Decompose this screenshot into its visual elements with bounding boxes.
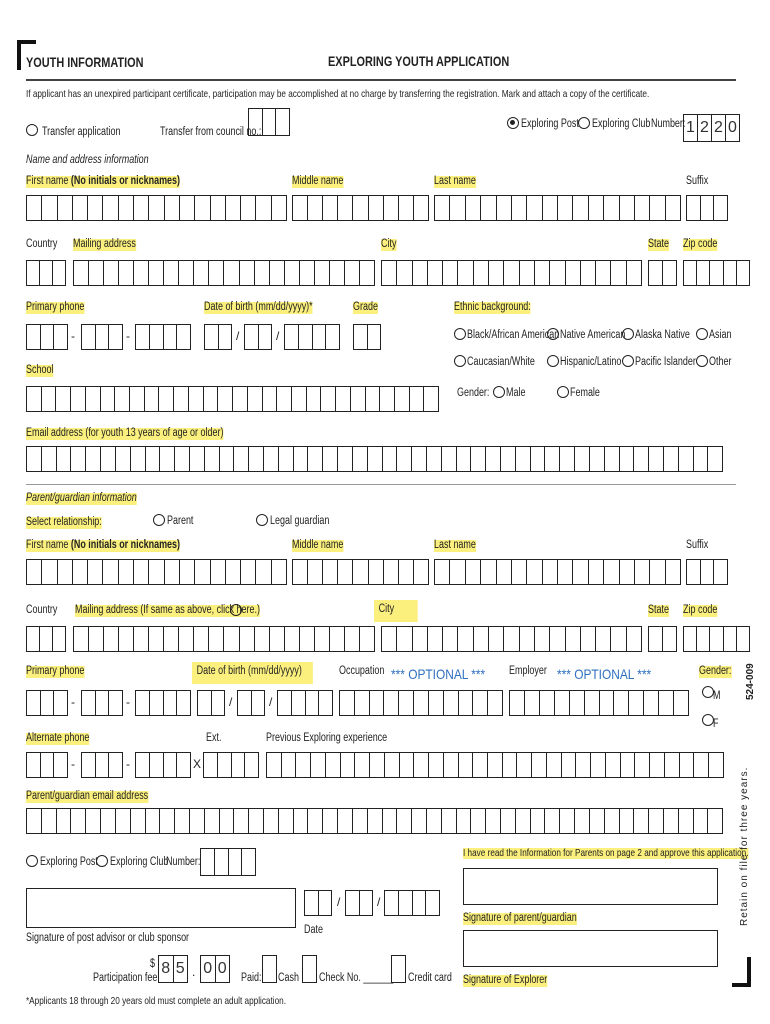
parent-city-field[interactable]	[381, 626, 642, 652]
transfer-from-council-label: Transfer from council no.:	[160, 126, 262, 138]
phone-prefix-field[interactable]	[81, 324, 123, 350]
parent-country-label: Country	[26, 604, 58, 616]
ethnic-hispanic-radio[interactable]	[547, 355, 559, 367]
number-label: Number:	[651, 118, 686, 130]
school-label: School	[26, 364, 54, 376]
date-of-birth-label: Date of birth (mm/dd/yyyy)*	[204, 301, 313, 313]
parent-mailing-address-field[interactable]	[73, 626, 375, 652]
fee-decimal-point: .	[192, 965, 196, 979]
corner-mark-bottom-right-vertical	[747, 957, 751, 987]
ethnic-hispanic-label: Hispanic/Latino	[560, 356, 622, 368]
parent-phone-area-code-field[interactable]	[26, 690, 68, 716]
phone-line-field[interactable]	[135, 324, 191, 350]
grade-field[interactable]	[353, 324, 381, 350]
dob-year-field[interactable]	[284, 324, 340, 350]
mailing-address-field[interactable]	[73, 260, 375, 286]
ext-label: Ext.	[206, 732, 222, 744]
occupation-field[interactable]	[339, 690, 503, 716]
parent-first-name-field[interactable]	[26, 559, 287, 585]
corner-mark-top-left-vertical	[17, 40, 21, 70]
employer-label: Employer	[509, 665, 547, 677]
first-name-field[interactable]	[26, 195, 287, 221]
phone-dash: -	[71, 757, 75, 771]
gender-female-radio[interactable]	[557, 386, 569, 398]
alt-phone-line-field[interactable]	[135, 752, 191, 778]
zip-code-label: Zip code	[683, 238, 718, 250]
ext-x: X	[193, 757, 202, 771]
parent-dob-day-field[interactable]	[237, 690, 265, 716]
ext-field[interactable]	[203, 752, 259, 778]
gender-label: Gender:	[457, 387, 490, 399]
employer-optional-note: *** OPTIONAL ***	[557, 666, 652, 682]
ethnic-native-american-label: Native American	[560, 329, 626, 341]
date-slash: /	[377, 895, 381, 909]
parent-city-label: City	[374, 600, 418, 622]
employer-field[interactable]	[509, 690, 689, 716]
explorer-signature-label: Signature of Explorer	[463, 974, 548, 986]
parent-last-name-label: Last name	[434, 539, 476, 551]
name-address-section-label: Name and address information	[26, 154, 149, 166]
parent-signature-box[interactable]	[463, 868, 718, 905]
occupation-label: Occupation	[339, 665, 385, 677]
parent-last-name-field[interactable]	[434, 559, 681, 585]
phone-dash: -	[126, 757, 130, 771]
section-divider	[26, 484, 736, 485]
credit-card-checkbox[interactable]	[391, 955, 406, 983]
relationship-parent-radio[interactable]	[153, 514, 165, 526]
form-title: EXPLORING YOUTH APPLICATION	[328, 53, 510, 69]
middle-name-label: Middle name	[292, 175, 344, 187]
ethnic-other-radio[interactable]	[696, 355, 708, 367]
suffix-label: Suffix	[686, 175, 709, 187]
sign-date-month-field[interactable]	[304, 890, 332, 916]
ethnic-background-label: Ethnic background:	[454, 301, 531, 313]
date-label: Date	[304, 924, 323, 936]
parent-suffix-field[interactable]	[686, 559, 728, 585]
dob-slash: /	[236, 329, 240, 343]
bottom-exploring-club-label: Exploring Club	[110, 856, 169, 868]
parent-phone-prefix-field[interactable]	[81, 690, 123, 716]
adult-application-footnote: *Applicants 18 through 20 years old must complete an adult application.	[26, 995, 286, 1007]
bottom-unit-number-field[interactable]	[200, 848, 256, 876]
country-field[interactable]	[26, 260, 66, 286]
transfer-council-number-field[interactable]	[248, 108, 290, 136]
school-field[interactable]	[26, 386, 439, 412]
parent-section-label: Parent/guardian information	[26, 492, 137, 504]
dob-slash: /	[276, 329, 280, 343]
date-slash: /	[337, 895, 341, 909]
approval-statement: I have read the Information for Parents on page 2 and approve this application.	[463, 847, 749, 859]
ethnic-asian-label: Asian	[709, 329, 732, 341]
header-rule	[26, 79, 736, 81]
sign-date-day-field[interactable]	[345, 890, 373, 916]
ethnic-caucasian-label: Caucasian/White	[467, 356, 535, 368]
retention-note: Retain on file for three years.	[739, 766, 750, 926]
parent-zip-code-field[interactable]	[683, 626, 750, 652]
ethnic-black-label: Black/African American	[467, 329, 560, 341]
bottom-exploring-club-radio[interactable]	[96, 855, 108, 867]
zip-code-field[interactable]	[683, 260, 750, 286]
ethnic-caucasian-radio[interactable]	[454, 355, 466, 367]
parent-primary-phone-label: Primary phone	[26, 665, 85, 677]
check-checkbox[interactable]	[302, 955, 317, 983]
advisor-signature-box[interactable]	[26, 888, 296, 928]
dob-slash: /	[269, 695, 273, 709]
city-label: City	[381, 238, 397, 250]
parent-dob-label: Date of birth (mm/dd/yyyy)	[192, 662, 313, 684]
parent-mailing-address-label: Mailing address (If same as above, click here.)	[75, 604, 260, 616]
ethnic-alaska-native-radio[interactable]	[622, 328, 634, 340]
ethnic-pacific-islander-label: Pacific Islander	[635, 356, 696, 368]
parent-signature-label: Signature of parent/guardian	[463, 912, 577, 924]
parent-country-field[interactable]	[26, 626, 66, 652]
relationship-legal-guardian-label: Legal guardian	[270, 515, 330, 527]
country-label: Country	[26, 238, 58, 250]
alternate-phone-label: Alternate phone	[26, 732, 90, 744]
advisor-signature-label: Signature of post advisor or club sponsor	[26, 932, 190, 944]
relationship-legal-guardian-radio[interactable]	[256, 514, 268, 526]
first-name-label: First name (No initials or nicknames)	[26, 175, 181, 187]
suffix-field[interactable]	[686, 195, 728, 221]
phone-dash: -	[126, 329, 130, 343]
parent-zip-code-label: Zip code	[683, 604, 718, 616]
parent-gender-label: Gender:	[699, 665, 732, 677]
youth-email-label: Email address (for youth 13 years of age or older)	[26, 427, 224, 439]
cash-checkbox[interactable]	[262, 955, 277, 983]
fee-cents-field[interactable]: 0 0	[200, 955, 230, 983]
ethnic-asian-radio[interactable]	[696, 328, 708, 340]
primary-phone-label: Primary phone	[26, 301, 85, 313]
relationship-parent-label: Parent	[167, 515, 194, 527]
bottom-exploring-post-radio[interactable]	[26, 855, 38, 867]
city-field[interactable]	[381, 260, 642, 286]
parent-state-field[interactable]	[648, 626, 677, 652]
form-number: 524-009	[745, 663, 756, 700]
alt-phone-prefix-field[interactable]	[81, 752, 123, 778]
parent-gender-f-label: F	[713, 718, 719, 730]
unit-number-field[interactable]: 1 2 2 0	[683, 114, 740, 142]
dob-slash: /	[229, 695, 233, 709]
bottom-number-label: Number:	[166, 856, 201, 868]
exploring-club-radio[interactable]	[578, 117, 590, 129]
ethnic-alaska-native-label: Alaska Native	[635, 329, 690, 341]
state-label: State	[648, 238, 669, 250]
parent-dob-month-field[interactable]	[197, 690, 225, 716]
grade-label: Grade	[353, 301, 378, 313]
phone-dash: -	[71, 695, 75, 709]
parent-middle-name-label: Middle name	[292, 539, 344, 551]
alt-phone-area-code-field[interactable]	[26, 752, 68, 778]
parent-phone-line-field[interactable]	[135, 690, 191, 716]
phone-area-code-field[interactable]	[26, 324, 68, 350]
select-relationship-label: Select relationship:	[26, 516, 102, 528]
transfer-application-radio[interactable]	[26, 124, 38, 136]
parent-suffix-label: Suffix	[686, 539, 709, 551]
exploring-post-label: Exploring Post	[521, 118, 579, 130]
exploring-post-radio[interactable]	[507, 117, 519, 129]
gender-male-label: Male	[506, 387, 526, 399]
ethnic-native-american-radio[interactable]	[547, 328, 559, 340]
occupation-optional-note: *** OPTIONAL ***	[391, 666, 486, 682]
parent-middle-name-field[interactable]	[292, 559, 429, 585]
sign-date-year-field[interactable]	[384, 890, 440, 916]
dob-month-field[interactable]	[204, 324, 232, 350]
explorer-signature-box[interactable]	[463, 930, 718, 967]
parent-email-label: Parent/guardian email address	[26, 790, 149, 802]
phone-dash: -	[126, 695, 130, 709]
parent-gender-m-label: M	[713, 690, 721, 702]
previous-experience-label: Previous Exploring experience	[266, 732, 388, 744]
last-name-field[interactable]	[434, 195, 681, 221]
transfer-application-label: Transfer application	[42, 126, 121, 138]
parent-first-name-label: First name (No initials or nicknames)	[26, 539, 181, 551]
middle-name-field[interactable]	[292, 195, 429, 221]
parent-state-label: State	[648, 604, 669, 616]
participation-fee-label: Participation fee	[93, 972, 158, 984]
same-address-radio[interactable]	[230, 604, 242, 616]
fee-dollars-field[interactable]: 8 5	[158, 955, 188, 983]
parent-dob-year-field[interactable]	[277, 690, 333, 716]
phone-dash: -	[71, 329, 75, 343]
previous-experience-field[interactable]	[266, 752, 724, 778]
section-title-youth-information: YOUTH INFORMATION	[26, 54, 144, 70]
transfer-notice: If applicant has an unexpired participant certificate, participation may be accomplished at no charge by transferring the registration. Mark and attach a copy of the certificate.	[26, 88, 650, 100]
credit-card-label: Credit card	[408, 972, 452, 984]
last-name-label: Last name	[434, 175, 476, 187]
state-field[interactable]	[648, 260, 677, 286]
parent-email-field[interactable]	[26, 808, 723, 834]
dollar-sign: $	[150, 958, 155, 970]
mailing-address-label: Mailing address	[73, 238, 136, 250]
dob-day-field[interactable]	[244, 324, 272, 350]
cash-label: Cash	[278, 972, 299, 984]
paid-label: Paid:	[241, 972, 262, 984]
gender-male-radio[interactable]	[493, 386, 505, 398]
exploring-club-label: Exploring Club	[592, 118, 651, 130]
ethnic-other-label: Other	[709, 356, 732, 368]
gender-female-label: Female	[570, 387, 600, 399]
youth-email-field[interactable]	[26, 446, 723, 472]
bottom-exploring-post-label: Exploring Post	[40, 856, 98, 868]
check-number-label: Check No. ______	[319, 972, 394, 984]
ethnic-black-radio[interactable]	[454, 328, 466, 340]
ethnic-pacific-islander-radio[interactable]	[622, 355, 634, 367]
